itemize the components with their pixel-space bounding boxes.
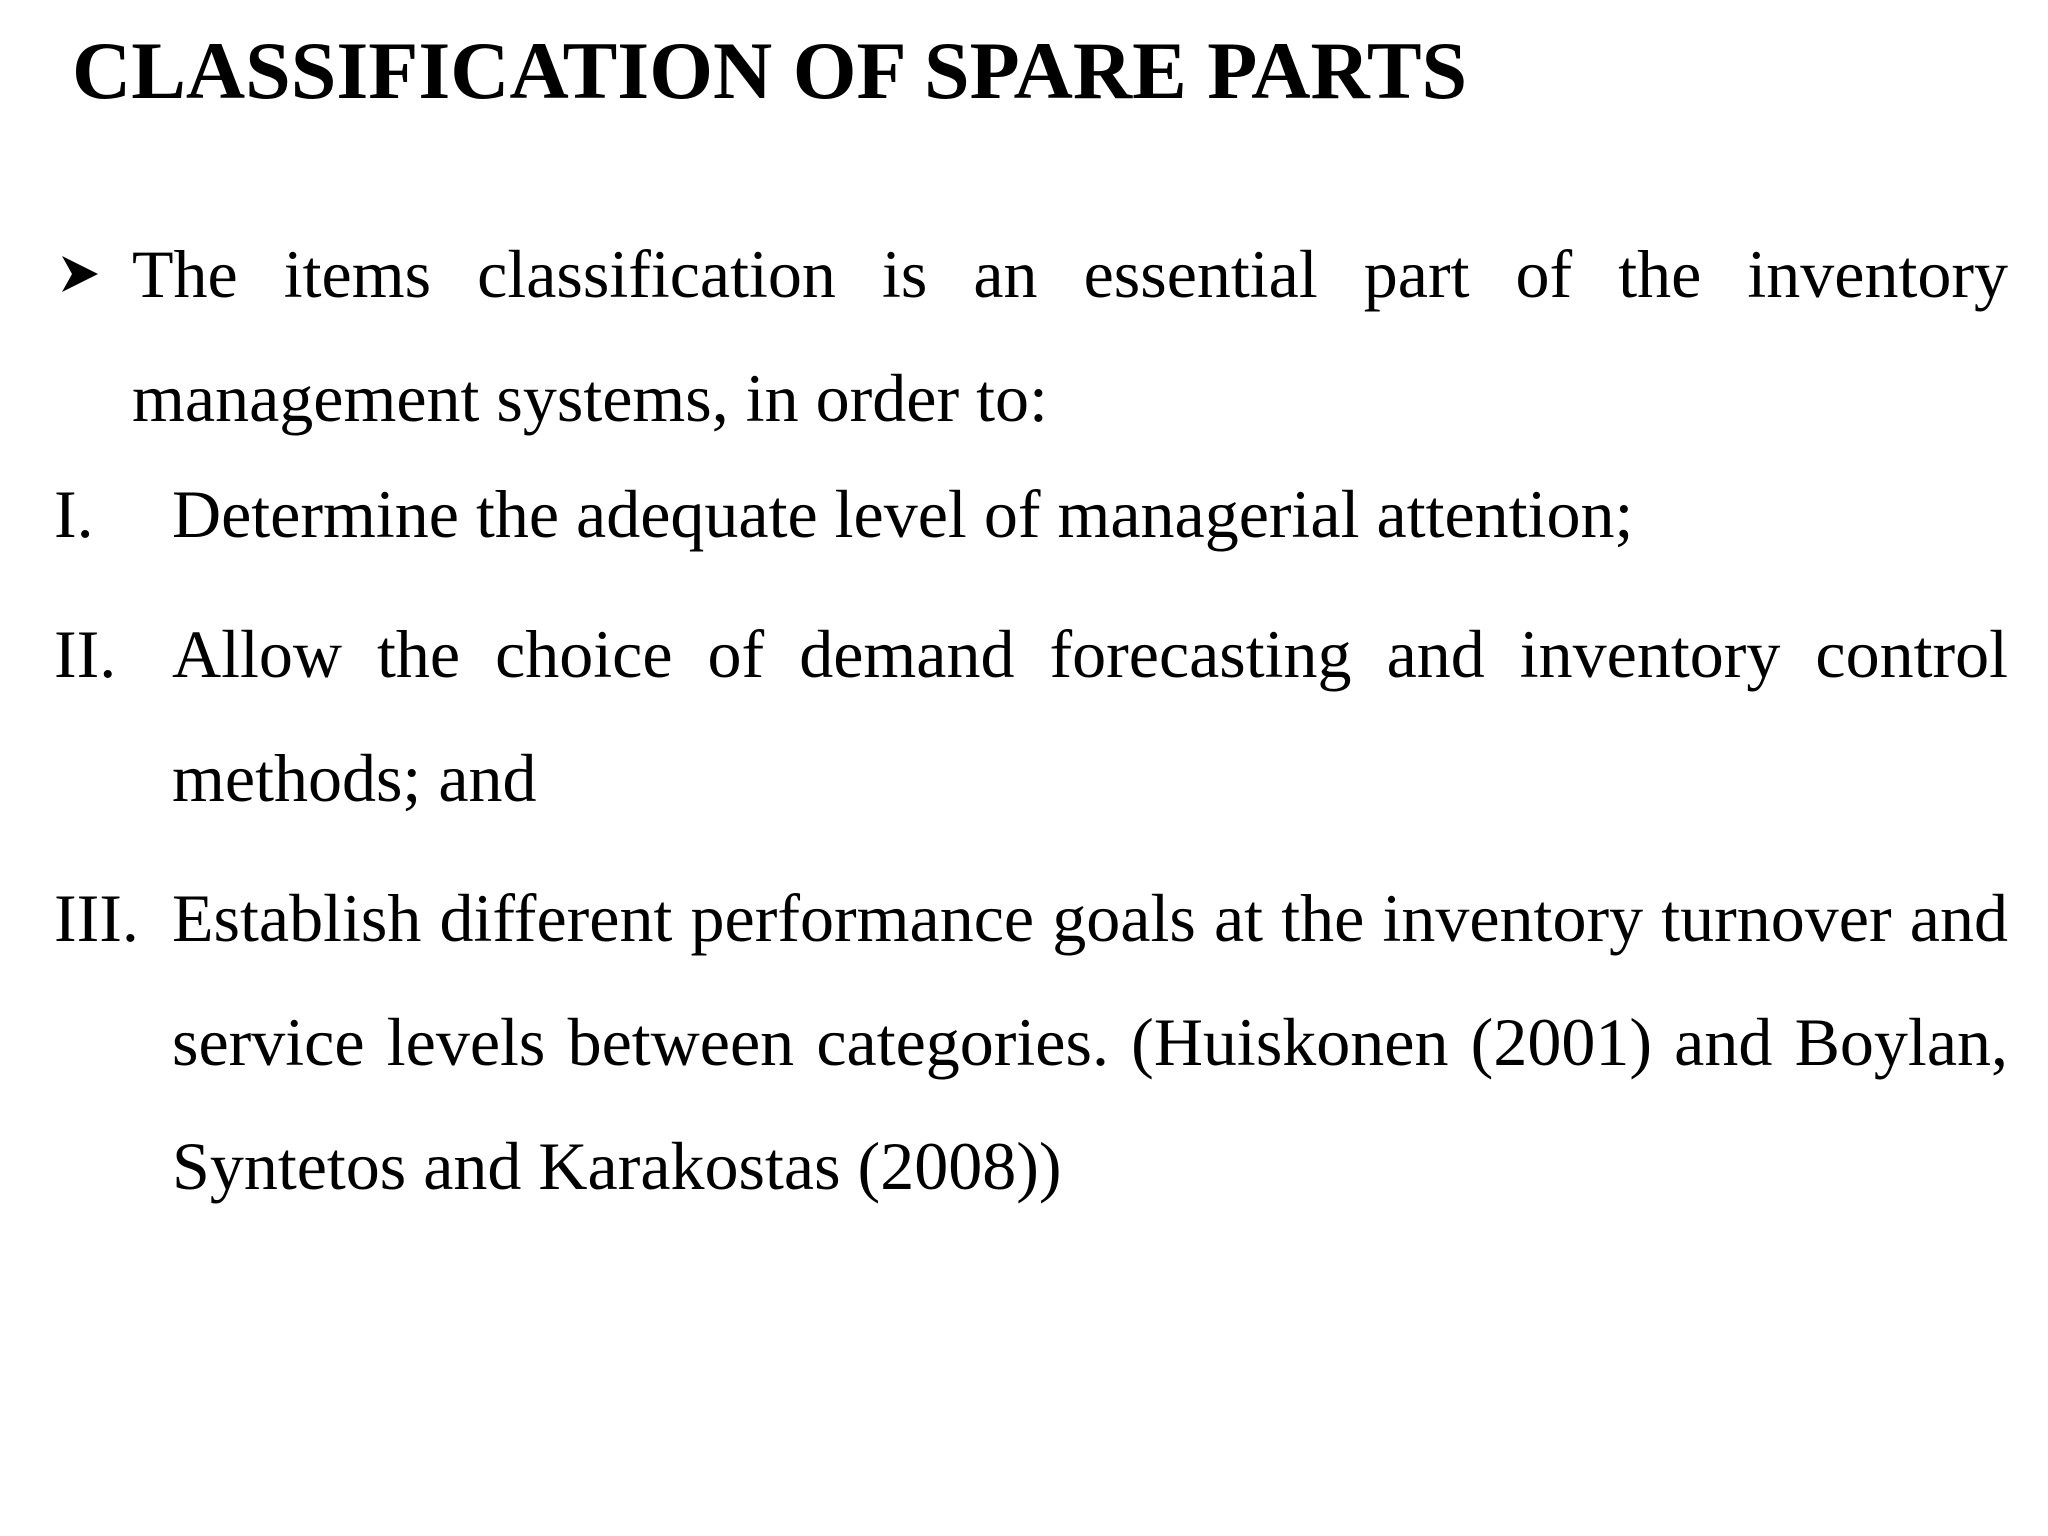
list-item-text: Allow the choice of demand forecasting and inventory control methods; and (172, 616, 2008, 816)
numbered-list (54, 452, 2008, 1244)
intro-bullet (54, 212, 2008, 460)
list-numeral: I. (54, 476, 94, 552)
list-item (54, 856, 2008, 1228)
intro-text: The items classification is an essential part of the inventory management systems, in order to: (132, 236, 2008, 436)
list-item-text: Determine the adequate level of managerial attention; (172, 476, 1634, 552)
list-item (54, 452, 2008, 576)
list-numeral: II. (54, 616, 117, 692)
arrowhead-bullet-icon (54, 210, 132, 294)
slide-title: CLASSIFICATION OF SPARE PARTS (72, 25, 1468, 116)
list-numeral: III. (54, 880, 139, 956)
list-item-text: Establish different performance goals at the inventory turnover and service levels between categories. (Huiskonen (2001) and Boylan, Syntetos and Karakostas (2008)) (172, 880, 2008, 1204)
list-item (54, 592, 2008, 840)
